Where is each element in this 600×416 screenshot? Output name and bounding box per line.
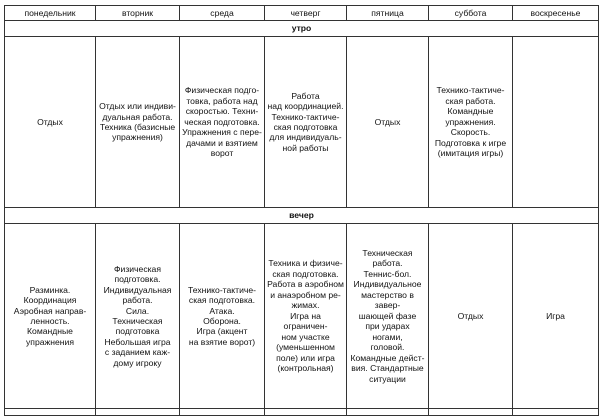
table-bottom-edge-row (5, 409, 599, 416)
morning-section-label: утро (5, 21, 599, 37)
evening-cell-tuesday: Физическая подготовка. Индивидуальная работа. Сила. Техническая подготовка Небольшая игра с заданием каж- дому игроку (96, 224, 180, 409)
tail-cell (180, 409, 265, 416)
morning-cell-tuesday: Отдых или индиви- дуальная работа. Техника (базисные упражнения) (96, 37, 180, 208)
evening-section-label: вечер (5, 208, 599, 224)
tail-cell (265, 409, 347, 416)
morning-cell-thursday: Работа над координацией. Технико-тактиче- ская подготовка для индивидуаль- ной работы (265, 37, 347, 208)
day-header-tuesday: вторник (96, 6, 180, 21)
morning-cell-monday: Отдых (5, 37, 96, 208)
evening-cell-wednesday: Технико-тактиче- ская подготовка. Атака. Оборона. Игра (акцент на взятие ворот) (180, 224, 265, 409)
weekly-training-schedule-table (4, 5, 599, 416)
evening-section-row (5, 208, 599, 224)
tail-cell (347, 409, 429, 416)
morning-cell-saturday: Технико-тактиче- ская работа. Командные упражнения. Скорость. Подготовка к игре (имитация игры) (429, 37, 513, 208)
day-header-sunday: воскресенье (513, 6, 599, 21)
morning-cell-wednesday: Физическая подго- товка, работа над скоростью. Техни- ческая подготовка. Упражнения с пере- дачами и взятием ворот (180, 37, 265, 208)
morning-cell-friday: Отдых (347, 37, 429, 208)
morning-section-row (5, 21, 599, 37)
evening-cell-sunday: Игра (513, 224, 599, 409)
tail-cell (513, 409, 599, 416)
day-header-friday: пятница (347, 6, 429, 21)
morning-row (5, 37, 599, 208)
evening-row (5, 224, 599, 409)
tail-cell (96, 409, 180, 416)
evening-cell-saturday: Отдых (429, 224, 513, 409)
tail-cell (5, 409, 96, 416)
day-header-saturday: суббота (429, 6, 513, 21)
morning-cell-sunday (513, 37, 599, 208)
day-header-monday: понедельник (5, 6, 96, 21)
evening-cell-monday: Разминка. Координация Аэробная направ- ленность. Командные упражнения (5, 224, 96, 409)
day-header-row (5, 6, 599, 21)
evening-cell-thursday: Техника и физиче- ская подготовка. Работа в аэробном и анаэробном ре- жимах. Игра на ограничен- ном участке (уменьшенном поле) или игра (контрольная) (265, 224, 347, 409)
evening-cell-friday: Техническая работа. Теннис-бол. Индивидуальное мастерство в завер- шающей фазе при ударах ногами, головой. Командные дейст- вия. Стандартные ситуации (347, 224, 429, 409)
day-header-thursday: четверг (265, 6, 347, 21)
day-header-wednesday: среда (180, 6, 265, 21)
tail-cell (429, 409, 513, 416)
